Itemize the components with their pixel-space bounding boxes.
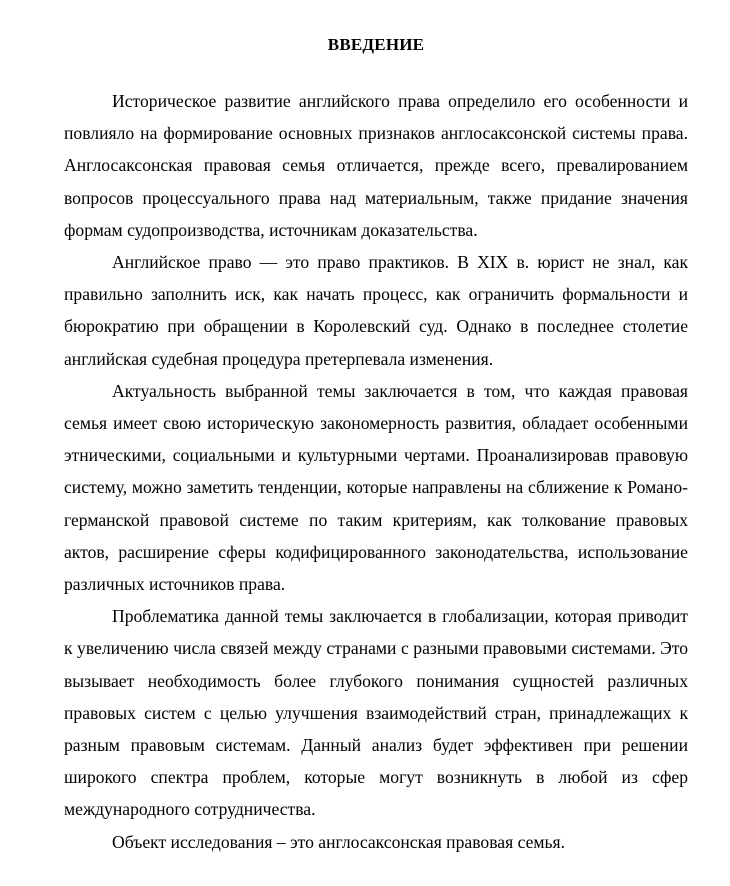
paragraph-object: Объект исследования – это англосаксонская правовая семья. bbox=[112, 831, 566, 852]
page-title: ВВЕДЕНИЕ bbox=[327, 35, 425, 54]
paragraph-history: Историческое развитие английского права определило его особенности и повлияло на формирование основных признаков англосаксонской системы права. Англосаксонская правовая семья отличается, прежде всего, превалированием вопросов процессуального права над материальным, также придание значения формам судопроизводства, источникам доказательства. bbox=[64, 91, 688, 240]
paragraph-english-law: Английское право — это право практиков. В XIX в. юрист не знал, как правильно заполнить иск, как начать процесс, как ограничить формальности и бюрократию при обращении в Королевский суд. Однако в последнее столетие английская судебная процедура претерпевала изменения. bbox=[64, 252, 688, 369]
paragraph-problem: Проблематика данной темы заключается в глобализации, которая приводит к увеличению числа связей между странами с разными правовыми системами. Это вызывает необходимость более глубокого понимания сущностей различных правовых систем с целью улучшения взаимодействий стран, принадлежащих к разным правовым системам. Данный анализ будет эффективен при решении широкого спектра проблем, которые могут возникнуть в любой из сфер международного сотрудничества. bbox=[64, 606, 688, 820]
paragraph-relevance: Актуальность выбранной темы заключается в том, что каждая правовая семья имеет свою историческую закономерность развития, обладает особенными этническими, социальными и культурными чертами. Проанализировав правовую систему, можно заметить тенденции, которые направлены на сближение к Романо-германской правовой системе по таким критериям, как толкование правовых актов, расширение сферы кодифицированного законодательства, использование различных источников права. bbox=[64, 380, 688, 595]
document-body bbox=[64, 85, 688, 858]
